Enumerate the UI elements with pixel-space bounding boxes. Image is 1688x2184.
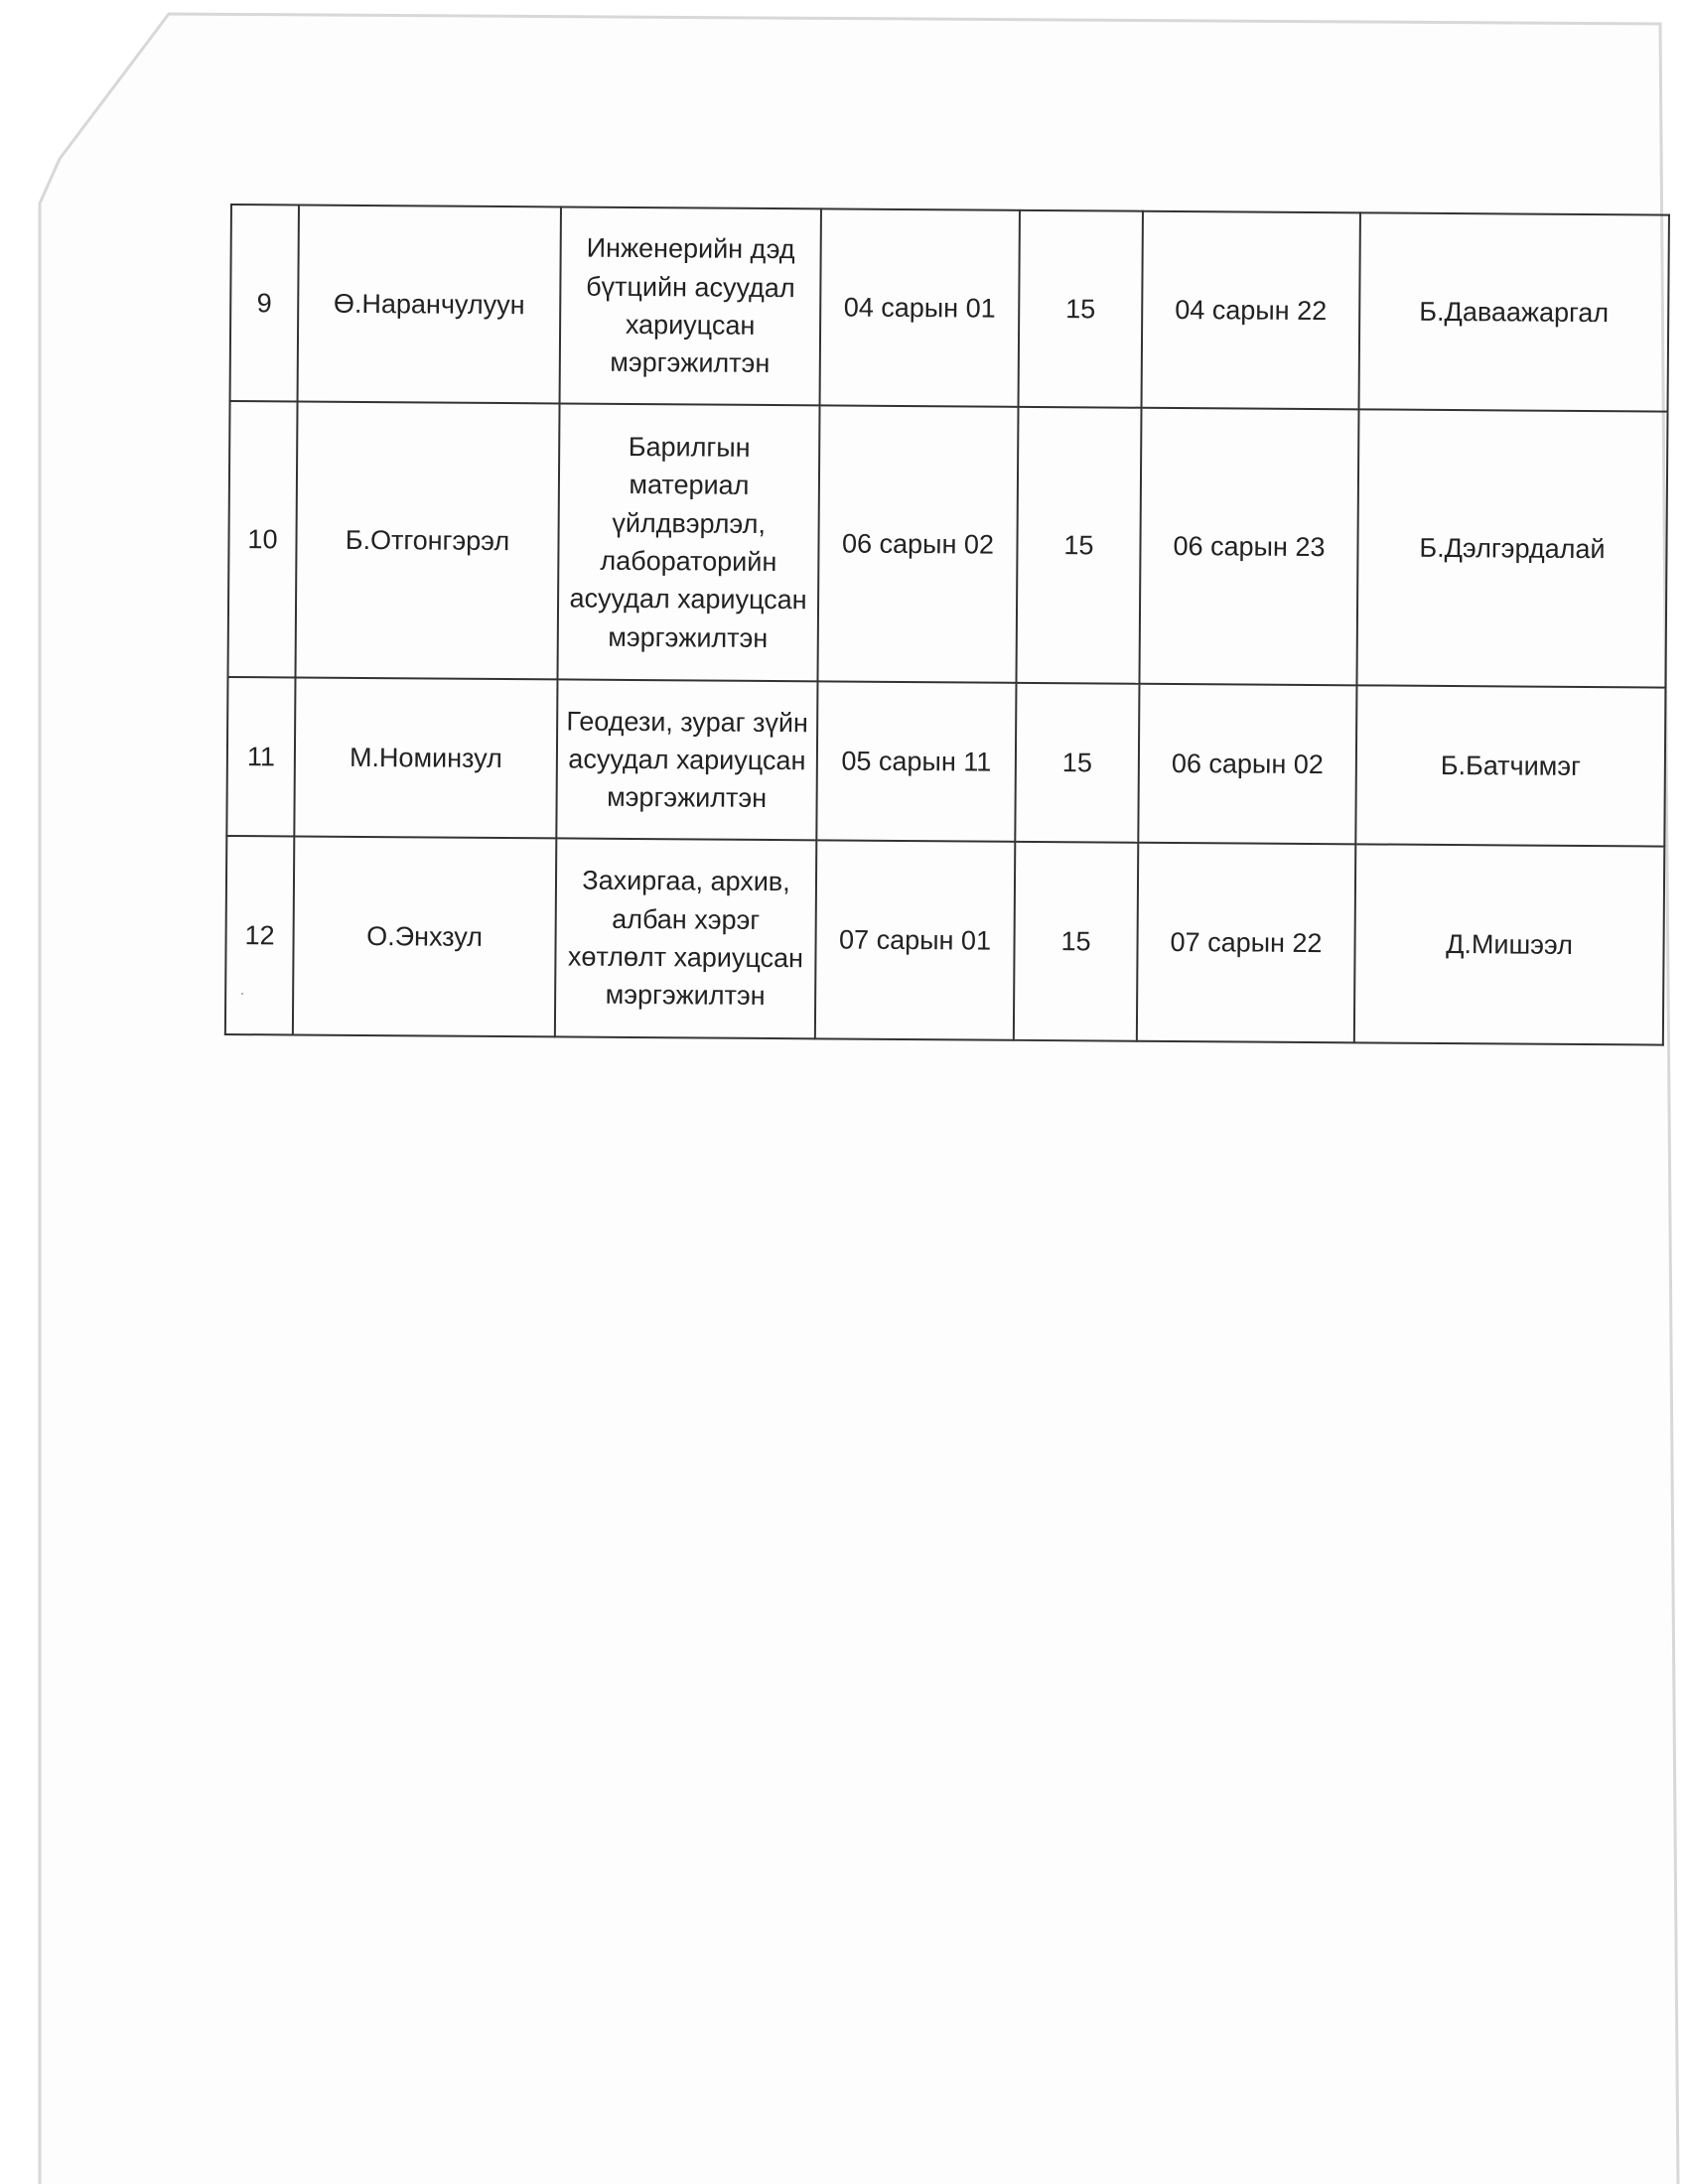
substitute-name: Б.Дэлгэрдалай (1356, 409, 1667, 687)
leave-end-date: 06 сарын 02 (1138, 684, 1356, 845)
employee-name: О.Энхзул (293, 836, 556, 1036)
substitute-name: Б.Батчимэг (1355, 685, 1665, 846)
table-row (225, 836, 1664, 1045)
scan-speck (241, 993, 243, 995)
substitute-name: Д.Мишээл (1354, 844, 1664, 1044)
leave-days: 15 (1015, 683, 1139, 843)
table-row (230, 205, 1669, 412)
leave-start-date: 04 сарын 01 (820, 208, 1020, 406)
leave-days: 15 (1014, 842, 1138, 1041)
employee-position: Геодези, зураг зүйн асуудал хариуцсан мэргэжилтэн (556, 679, 817, 840)
employee-name: М.Номинзул (294, 677, 557, 838)
leave-end-date: 06 сарын 23 (1139, 408, 1358, 686)
employee-name: Б.Отгонгэрэл (296, 402, 560, 680)
leave-start-date: 07 сарын 01 (815, 840, 1015, 1039)
table-row (226, 677, 1665, 847)
row-number: 12 (225, 836, 294, 1034)
leave-end-date: 07 сарын 22 (1137, 843, 1355, 1043)
table-row (228, 401, 1668, 688)
leave-days: 15 (1016, 407, 1141, 684)
leave-start-date: 05 сарын 11 (816, 681, 1016, 841)
leave-end-date: 04 сарын 22 (1142, 211, 1360, 410)
substitute-name: Б.Даваажаргал (1359, 212, 1669, 411)
employee-name: Ө.Наранчулуун (298, 205, 561, 404)
employee-position: Инженерийн дэд бүтцийн асуудал хариуцсан мэргэжилтэн (560, 206, 821, 405)
leave-days: 15 (1019, 210, 1143, 408)
leave-start-date: 06 сарын 02 (817, 405, 1018, 682)
employee-position: Захиргаа, архив, албан хэрэг хөтлөлт хариуцсан мэргэжилтэн (555, 838, 816, 1038)
employee-position: Барилгын материал үйлдвэрлэл, лабораторийн асуудал хариуцсан мэргэжилтэн (557, 403, 819, 681)
vacation-schedule-table (224, 204, 1670, 1046)
document-body (224, 204, 1610, 1045)
row-number: 10 (228, 401, 298, 677)
row-number: 11 (226, 677, 295, 836)
row-number: 9 (230, 205, 299, 401)
